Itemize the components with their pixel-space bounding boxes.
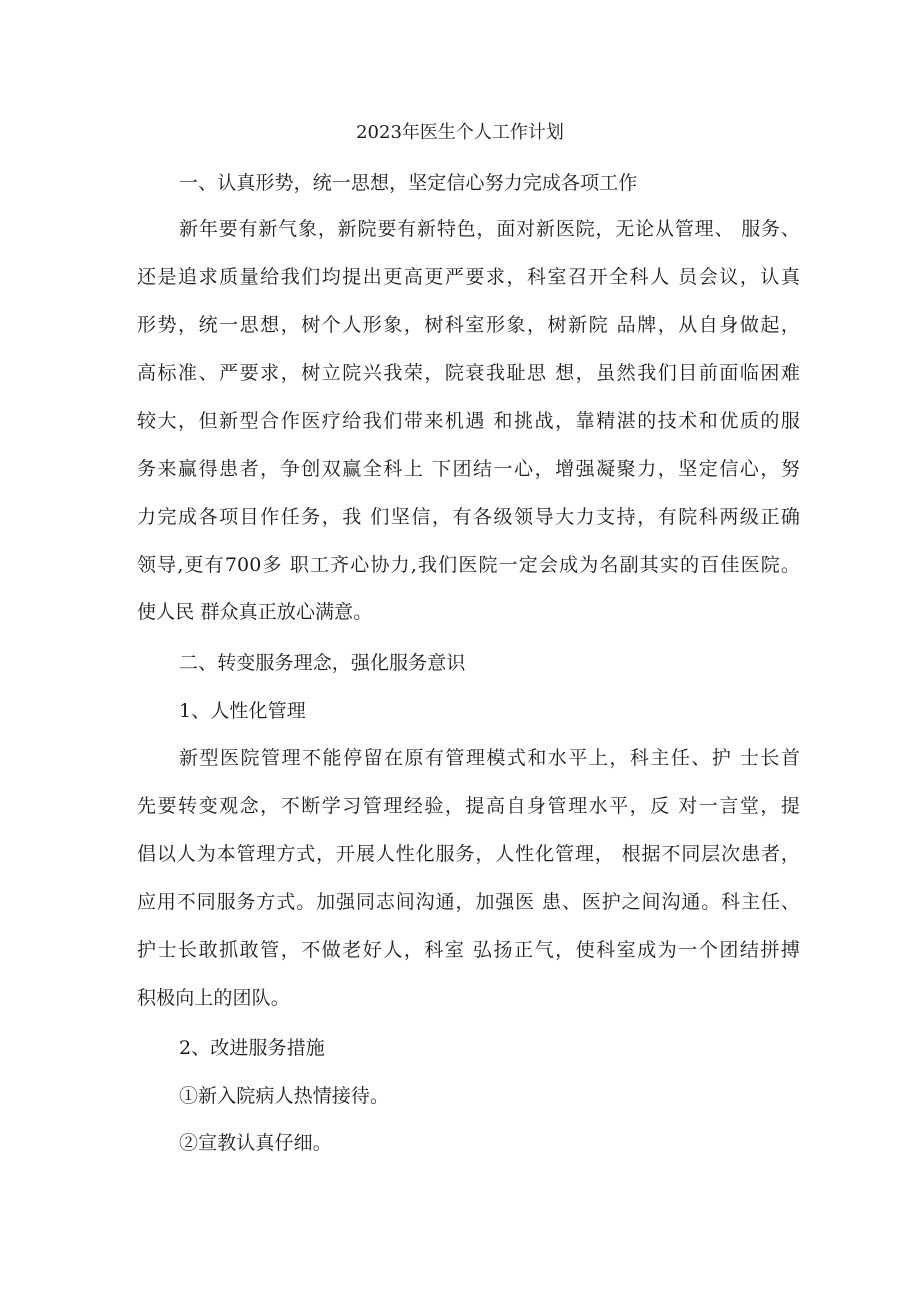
subsection-2-heading: 2、改进服务措施 [179,1037,325,1059]
section-1-line-3: 形势，统一思想，树个人形象，树科室形象，树新院 品牌，从自身做起， [137,314,800,336]
subsection-1-line-5: 护士长敢抓敢管，不做老好人，科室 弘扬正气，使科室成为一个团结拼搏 [137,939,800,961]
section-1-line-2: 还是追求质量给我们均提出更高更严要求，科室召开全科人 员会议，认真 [137,266,800,288]
section-1-line-1: 新年要有新气象，新院要有新特色，面对新医院，无论从管理、 服务、 [179,218,800,240]
section-1-line-6: 务来赢得患者，争创双赢全科上 下团结一心，增强凝聚力，坚定信心，努 [137,458,800,480]
section-1-line-4: 高标准、严要求，树立院兴我荣，院衰我耻思 想，虽然我们目前面临困难 [137,362,800,384]
subsection-1-line-1: 新型医院管理不能停留在原有管理模式和水平上，科主任、护 士长首 [179,747,800,769]
section-1-line-8: 领导,更有700多 职工齐心协力,我们医院一定会成为名副其实的百佳医院。 [137,554,800,576]
subsection-1-line-4: 应用不同服务方式。加强同志间沟通，加强医 患、医护之间沟通。科主任、 [137,891,800,913]
section-1-line-5: 较大，但新型合作医疗给我们带来机遇 和挑战，靠精湛的技术和优质的服 [137,410,800,432]
section-1-heading: 一、认真形势，统一思想，坚定信心努力完成各项工作 [179,172,638,194]
section-2-heading: 二、转变服务理念，强化服务意识 [179,652,466,674]
measure-item-2: ②宣教认真仔细。 [179,1132,332,1154]
subsection-1-line-2: 先要转变观念，不断学习管理经验，提高自身管理水平，反 对一言堂，提 [137,795,800,817]
document-title: 2023年医生个人工作计划 [356,122,564,143]
subsection-1-line-6: 积极向上的团队。 [137,987,290,1009]
section-1-line-7: 力完成各项目作任务，我 们坚信，有各级领导大力支持，有院科两级正确 [137,506,800,528]
subsection-1-heading: 1、人性化管理 [179,700,306,722]
section-1-line-9: 使人民 群众真正放心满意。 [137,601,373,623]
subsection-1-line-3: 倡以人为本管理方式，开展人性化服务，人性化管理， 根据不同层次患者， [137,843,800,865]
measure-item-1: ①新入院病人热情接待。 [179,1085,390,1107]
